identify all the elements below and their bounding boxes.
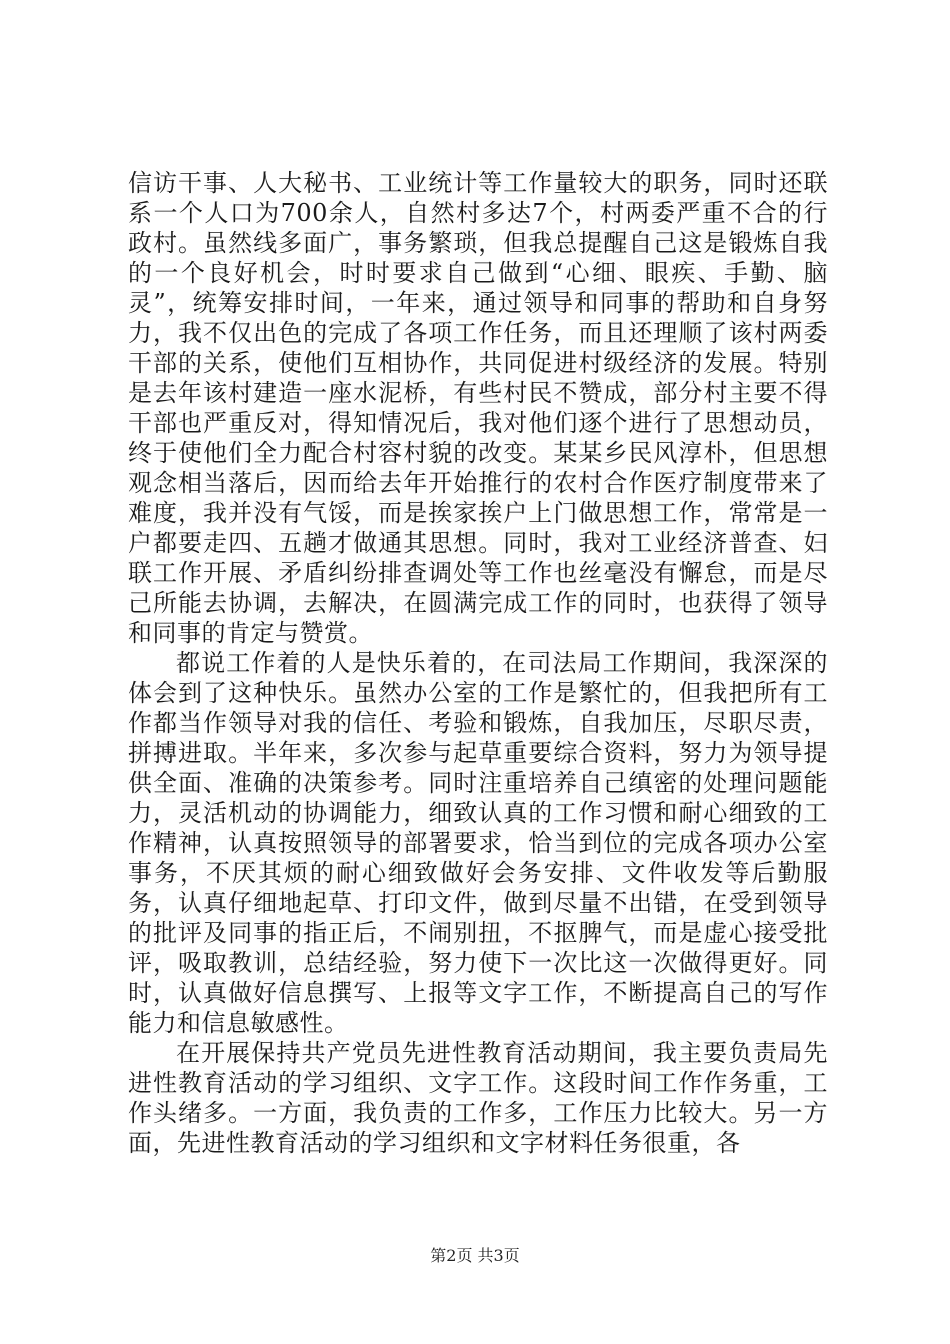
paragraph: 信访干事、人大秘书、工业统计等工作量较大的职务，同时还联系一个人口为700余人，自然村多达7个，村两委严重不合的行政村。虽然线多面广，事务繁琐，但我总提醒自己这是锻炼自我的一个良好机会，时时要求自己做到“心细、眼疾、手勤、脑灵”，统筹安排时间，一年来，通过领导和同事的帮助和自身努力，我不仅出色的完成了各项工作任务，而且还理顺了该村两委干部的关系，使他们互相协作，共同促进村级经济的发展。特别是去年该村建造一座水泥桥，有些村民不赞成，部分村主要不得干部也严重反对，得知情况后，我对他们逐个进行了思想动员，终于使他们全力配合村容村貌的改变。某某乡民风淳朴，但思想观念相当落后，因而给去年开始推行的农村合作医疗制度带来了难度，我并没有气馁，而是挨家挨户上门做思想工作，常常是一户都要走四、五趟才做通其思想。同时，我对工业经济普查、妇联工作开展、矛盾纠纷排查调处等工作也丝毫没有懈怠，而是尽己所能去协调，去解决，在圆满完成工作的同时，也获得了领导和同事的肯定与赞赏。 xyxy=(128,169,828,647)
paragraph: 在开展保持共产党员先进性教育活动期间，我主要负责局先进性教育活动的学习组织、文字工作。这段时间工作作务重，工作头绪多。一方面，我负责的工作多，工作压力比较大。另一方面，先进性教育活动的学习组织和文字材料任务很重，各 xyxy=(128,1039,828,1157)
page-footer: 第2页 共3页 xyxy=(430,1246,520,1265)
document-body xyxy=(128,168,828,1158)
paragraph: 都说工作着的人是快乐着的，在司法局工作期间，我深深的体会到了这种快乐。虽然办公室的工作是繁忙的，但我把所有工作都当作领导对我的信任、考验和锻炼，自我加压，尽职尽责，拼搏进取。半年来，多次参与起草重要综合资料，努力为领导提供全面、准确的决策参考。同时注重培养自己缜密的处理问题能力，灵活机动的协调能力，细致认真的工作习惯和耐心细致的工作精神，认真按照领导的部署要求，恰当到位的完成各项办公室事务，不厌其烦的耐心细致做好会务安排、文件收发等后勤服务，认真仔细地起草、打印文件，做到尽量不出错，在受到领导的批评及同事的指正后，不闹别扭，不抠脾气，而是虚心接受批评，吸取教训，总结经验，努力使下一次比这一次做得更好。同时，认真做好信息撰写、上报等文字工作，不断提高自己的写作能力和信息敏感性。 xyxy=(128,649,828,1037)
